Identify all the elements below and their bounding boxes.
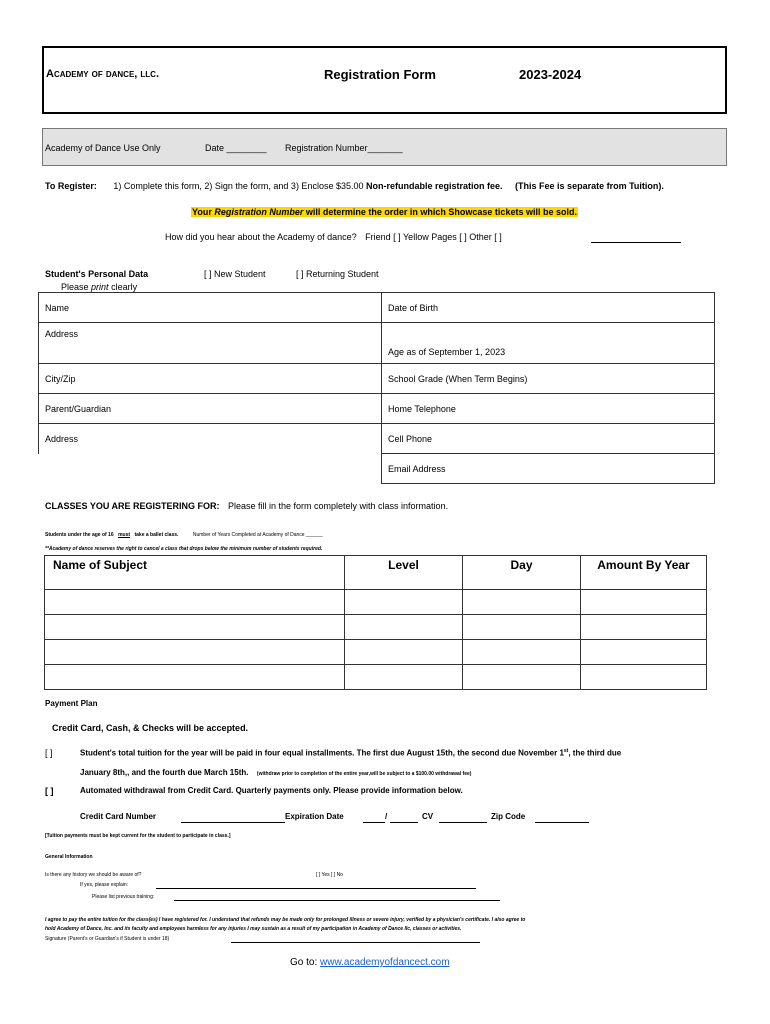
automated-checkbox[interactable]: [ ] (45, 786, 54, 796)
hear-options: Friend [ ] Yellow Pages [ ] Other [ ] (365, 232, 502, 242)
level-cell[interactable] (345, 615, 463, 640)
table-row (45, 590, 707, 615)
exp-month-line[interactable] (363, 822, 385, 823)
register-fee: Non-refundable registration fee. (366, 181, 503, 191)
form-header (42, 46, 727, 114)
credit-card-label: Credit Card Number (80, 812, 157, 821)
footer-go: Go to: (290, 957, 318, 968)
installment-sup: st (563, 748, 569, 754)
day-cell[interactable] (463, 615, 581, 640)
address-field[interactable]: Address (39, 323, 382, 364)
amount-cell[interactable] (581, 665, 707, 690)
installment-checkbox[interactable]: [ ] (45, 748, 53, 758)
credit-card-line[interactable] (181, 822, 285, 823)
cv-line[interactable] (439, 822, 487, 823)
level-cell[interactable] (345, 640, 463, 665)
office-use-box (42, 128, 727, 166)
zip-line[interactable] (535, 822, 589, 823)
day-cell[interactable] (463, 640, 581, 665)
ballet-requirement (45, 523, 323, 541)
ballet-text-a: Students under the age of 16 (45, 532, 114, 538)
amount-cell[interactable] (581, 615, 707, 640)
table-row (39, 323, 715, 364)
col-amount: Amount By Year (581, 556, 707, 590)
register-steps: 1) Complete this form, 2) Sign the form, and 3) Enclose $35.00 (113, 181, 364, 191)
name-field[interactable]: Name (39, 293, 382, 323)
clearly-text: clearly (111, 282, 138, 292)
subject-cell[interactable] (45, 640, 345, 665)
hear-about (165, 232, 502, 242)
notice-part3: will determine the order in which Showcase tickets will be sold. (305, 207, 577, 217)
installment-text (80, 748, 621, 758)
col-day: Day (463, 556, 581, 590)
explain-label: If yes, please explain: (80, 882, 129, 888)
table-header-row (45, 556, 707, 590)
print-text: print (91, 282, 109, 292)
returning-student-checkbox[interactable]: [ ] Returning Student (296, 269, 379, 279)
office-registration-number: Registration Number_______ (285, 143, 403, 153)
office-date: Date ________ (205, 143, 267, 153)
print-clearly-note (61, 282, 137, 292)
subject-cell[interactable] (45, 665, 345, 690)
org-name: Academy of dance, llc. (46, 68, 159, 80)
table-row (45, 615, 707, 640)
table-row (39, 454, 715, 484)
table-row (39, 293, 715, 323)
exp-slash: / (385, 812, 388, 821)
classes-subtitle: Please fill in the form completely with class information. (227, 501, 449, 511)
agreement-text-1: I agree to pay the entire tuition for the class(es) I have registered for. I understand that refunds may be made only for prolonged illness or severe injury, verified by a physician's certificate. I also agree to (45, 917, 526, 923)
footer-link (290, 957, 450, 968)
school-grade-field[interactable]: School Grade (When Term Begins) (382, 364, 715, 394)
installment-text-b: , the third due (568, 748, 622, 758)
subject-cell[interactable] (45, 590, 345, 615)
table-row (39, 424, 715, 454)
please-text: Please (61, 282, 89, 292)
table-row (45, 665, 707, 690)
parent-guardian-field[interactable]: Parent/Guardian (39, 394, 382, 424)
installment-line2 (80, 762, 471, 780)
history-yes-no[interactable]: [ ] Yes [ ] No (316, 872, 343, 878)
dob-field[interactable]: Date of Birth (382, 293, 715, 323)
history-question: Is there any history we should be aware of? (45, 872, 142, 878)
city-zip-field[interactable]: City/Zip (39, 364, 382, 394)
installment-text-a: Student's total tuition for the year will be paid in four equal installments. The first due August 15th, the second due November 1 (80, 748, 564, 758)
register-instructions (45, 181, 664, 191)
new-student-checkbox[interactable]: [ ] New Student (204, 269, 266, 279)
table-row (45, 640, 707, 665)
form-year: 2023-2024 (519, 67, 582, 82)
level-cell[interactable] (345, 590, 463, 615)
expiration-label: Expiration Date (285, 812, 344, 821)
payment-title: Payment Plan (45, 699, 98, 708)
withdrawal-fee-note: (withdraw prior to completion of the entire year,will be subject to a $100.00 withdrawal fee) (256, 771, 472, 777)
day-cell[interactable] (463, 590, 581, 615)
explain-line[interactable] (156, 888, 476, 889)
email-field[interactable]: Email Address (382, 454, 715, 484)
col-level: Level (345, 556, 463, 590)
table-row (39, 364, 715, 394)
classes-table (44, 555, 707, 690)
agreement-text-2: hold Academy of Dance, Inc. and its faculty and employees harmless for any injuries I may sustain as a result of my participation in Academy of Dance llc, classes or activities. (45, 926, 462, 932)
exp-year-line[interactable] (390, 822, 418, 823)
tuition-current-note: [Tuition payments must be kept current for the student to participate in class.] (45, 833, 231, 839)
parent-address-field[interactable]: Address (39, 424, 382, 454)
office-use-label: Academy of Dance Use Only (45, 143, 161, 153)
signature-label: Signature (Parent's or Guardian's if Student is under 18) (45, 936, 170, 942)
student-data-table (38, 292, 715, 484)
showcase-notice (191, 207, 578, 217)
signature-line[interactable] (231, 942, 480, 943)
day-cell[interactable] (463, 665, 581, 690)
classes-title: CLASSES YOU ARE REGISTERING FOR: (45, 501, 220, 511)
col-subject: Name of Subject (45, 556, 345, 590)
notice-part1: Your (192, 207, 212, 217)
register-separate: (This Fee is separate from Tuition). (515, 181, 664, 191)
empty-cell (39, 454, 382, 484)
ballet-text-b: take a ballet class. (134, 532, 179, 538)
amount-cell[interactable] (581, 590, 707, 615)
training-line[interactable] (174, 900, 500, 901)
table-row (39, 394, 715, 424)
other-line[interactable] (591, 242, 681, 243)
years-completed[interactable]: Number of Years Completed at Academy of Dance ______ (192, 532, 323, 538)
register-label: To Register: (45, 181, 97, 191)
automated-text: Automated withdrawal from Credit Card. Quarterly payments only. Please provide information below. (80, 786, 463, 795)
cancel-notice: **Academy of dance reserves the right to cancel a class that drops below the minimum number of students required. (45, 546, 323, 552)
amount-cell[interactable] (581, 640, 707, 665)
hear-question: How did you hear about the Academy of dance? (165, 232, 357, 242)
training-label: Please list previous training: (92, 894, 155, 900)
notice-part2: Registration Number (214, 207, 304, 217)
payment-accepted: Credit Card, Cash, & Checks will be accepted. (52, 723, 249, 733)
student-data-title: Student's Personal Data (45, 269, 149, 279)
form-title: Registration Form (324, 67, 436, 82)
cell-phone-field[interactable]: Cell Phone (382, 424, 715, 454)
level-cell[interactable] (345, 665, 463, 690)
age-field[interactable]: Age as of September 1, 2023 (382, 323, 715, 364)
installment-dates: January 8th,, and the fourth due March 15th. (80, 768, 249, 777)
general-title: General Information (45, 854, 93, 860)
zip-label: Zip Code (491, 812, 526, 821)
website-link[interactable]: www.academyofdancect.com (320, 957, 450, 968)
ballet-must: must (118, 532, 131, 538)
cv-label: CV (422, 812, 434, 821)
classes-heading (45, 496, 448, 514)
subject-cell[interactable] (45, 615, 345, 640)
home-telephone-field[interactable]: Home Telephone (382, 394, 715, 424)
